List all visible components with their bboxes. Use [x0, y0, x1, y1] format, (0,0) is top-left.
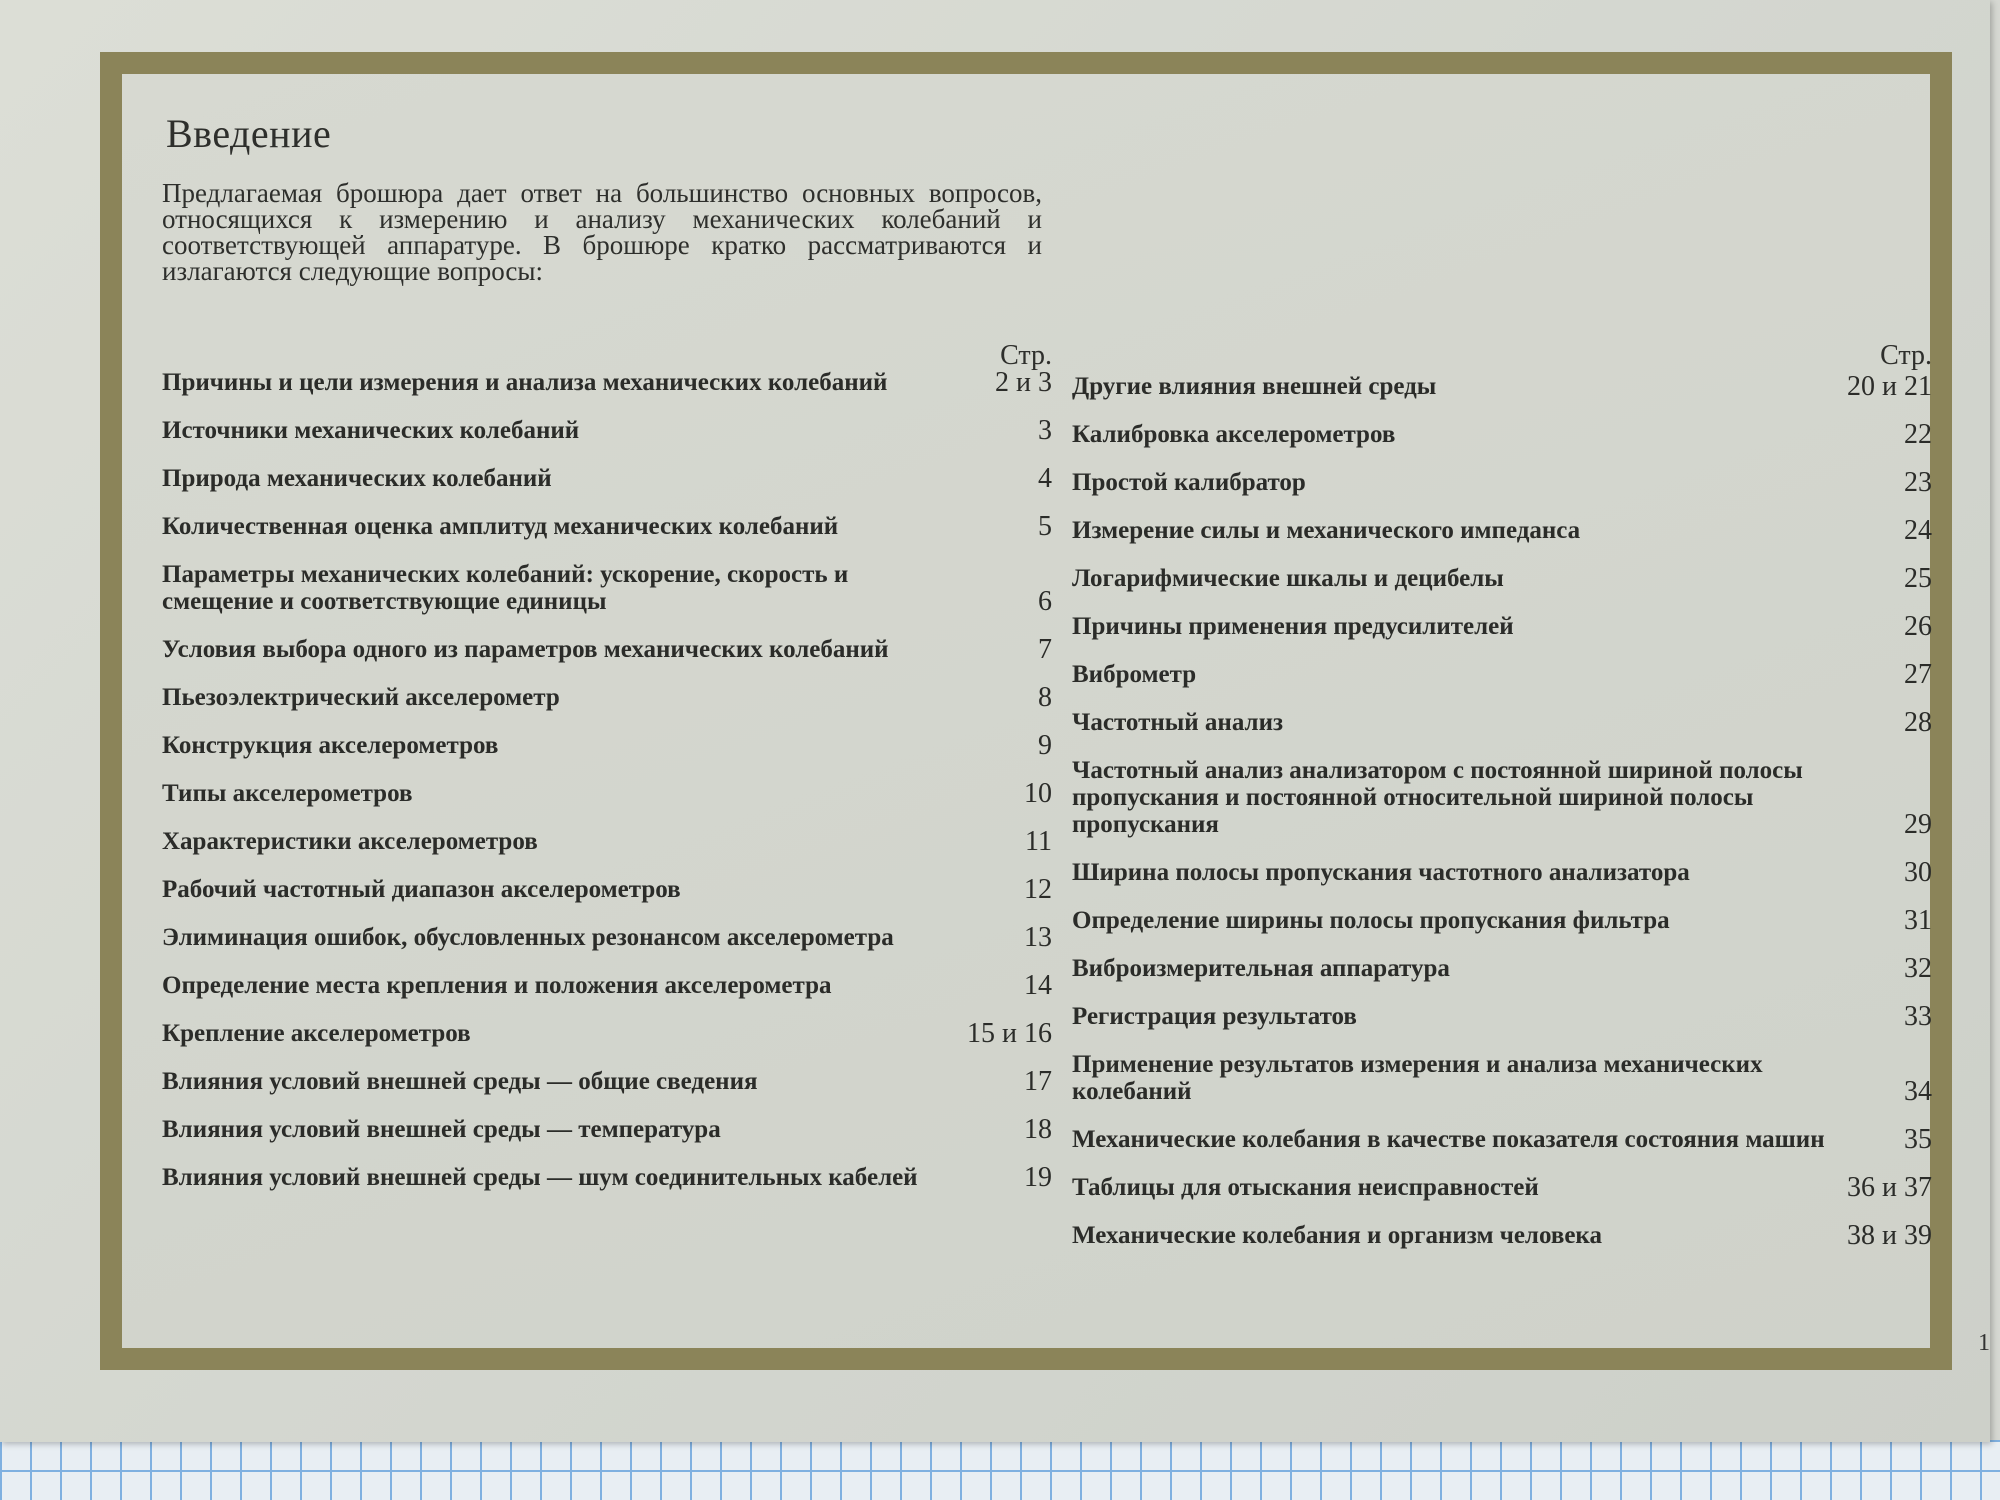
- toc-entry-title: Частотный анализ: [1072, 709, 1284, 736]
- toc-entry: [162, 876, 1052, 903]
- toc-entry-title: Регистрация результатов: [1072, 1003, 1357, 1030]
- toc-entry-title: Причины и цели измерения и анализа механических колебаний: [162, 369, 888, 396]
- toc-entry: [162, 636, 1052, 663]
- toc-entry-page: 26: [1904, 611, 1932, 642]
- toc-entry-title: Влияния условий внешней среды — шум соединительных кабелей: [162, 1164, 918, 1191]
- toc-entry-page: 14: [1024, 970, 1052, 1001]
- toc-entry-title: Причины применения предусилителей: [1072, 613, 1514, 640]
- page-column-header: Стр.: [1880, 340, 1932, 371]
- toc-entry: [1072, 517, 1932, 544]
- page-title: Введение: [166, 111, 332, 156]
- toc-entry-page: 24: [1904, 515, 1932, 546]
- toc-entry-page: 17: [1024, 1066, 1052, 1097]
- toc-entry-title: Применение результатов измерения и анализа механических колебаний: [1072, 1051, 1763, 1105]
- toc-entry-page: 36 и 37: [1847, 1172, 1932, 1203]
- toc-entry-page: 28: [1904, 707, 1932, 738]
- toc-entry-page: 10: [1024, 778, 1052, 809]
- toc-entry-title: Калибровка акселерометров: [1072, 421, 1396, 448]
- toc-entry-page: 3: [1038, 415, 1052, 446]
- toc-entry-title: Другие влияния внешней среды: [1072, 373, 1437, 400]
- toc-entry: [162, 828, 1052, 855]
- toc-entry: [162, 972, 1052, 999]
- toc-entry-page: 7: [1038, 634, 1052, 665]
- toc-entry: [1072, 469, 1932, 496]
- toc-entry-title: Логарифмические шкалы и децибелы: [1072, 565, 1504, 592]
- toc-entry: [162, 780, 1052, 807]
- toc-entry-title: Виброизмерительная аппаратура: [1072, 955, 1450, 982]
- toc-entry-title: Частотный анализ анализатором с постоянной шириной полосы пропускания и постоянной относительной шириной полосы пропускания: [1072, 757, 1803, 838]
- toc-entry-page: 8: [1038, 682, 1052, 713]
- toc-entry: [162, 924, 1052, 951]
- toc-entry-page: 31: [1904, 905, 1932, 936]
- toc-entry-title: Рабочий частотный диапазон акселерометров: [162, 876, 681, 903]
- toc-entry-page: 18: [1024, 1114, 1052, 1145]
- toc-entry-title: Определение места крепления и положения акселерометра: [162, 972, 832, 999]
- toc-entry: [1072, 757, 1932, 838]
- toc-entry: [162, 1116, 1052, 1143]
- toc-entry: [162, 1068, 1052, 1095]
- toc-entry-title: Характеристики акселерометров: [162, 828, 538, 855]
- toc-entry-title: Таблицы для отыскания неисправностей: [1072, 1174, 1539, 1201]
- toc-entry-page: 34: [1904, 1076, 1932, 1107]
- page-frame: [100, 52, 1952, 1370]
- toc-entry-page: 32: [1904, 953, 1932, 984]
- toc-left-column: [162, 339, 1052, 1212]
- toc-entry: [1072, 955, 1932, 982]
- toc-entry: [1072, 613, 1932, 640]
- toc-right-column: [1072, 339, 1932, 1270]
- toc-entry-title: Количественная оценка амплитуд механических колебаний: [162, 513, 839, 540]
- toc-right-list: [1072, 373, 1932, 1249]
- grid-paper-background: [0, 1440, 2000, 1500]
- toc-left-list: [162, 369, 1052, 1191]
- toc-entry-page: 20 и 21: [1847, 371, 1932, 402]
- toc-entry-page: 30: [1904, 857, 1932, 888]
- toc-entry-title: Определение ширины полосы пропускания фильтра: [1072, 907, 1670, 934]
- toc-entry-title: Конструкция акселерометров: [162, 732, 499, 759]
- toc-entry: [1072, 661, 1932, 688]
- toc-entry-title: Простой калибратор: [1072, 469, 1306, 496]
- toc-entry: [1072, 373, 1932, 400]
- toc-entry-page: 29: [1904, 809, 1932, 840]
- toc-entry: [162, 513, 1052, 540]
- toc-entry-page: 2 и 3: [995, 367, 1052, 398]
- toc-entry-page: 15 и 16: [967, 1018, 1052, 1049]
- toc-entry-page: 35: [1904, 1124, 1932, 1155]
- toc-entry: [162, 732, 1052, 759]
- toc-entry-title: Крепление акселерометров: [162, 1020, 471, 1047]
- toc-entry-page: 23: [1904, 467, 1932, 498]
- toc-entry-title: Параметры механических колебаний: ускорение, скорость и смещение и соответствующие единицы: [162, 561, 849, 615]
- toc-entry-page: 22: [1904, 419, 1932, 450]
- toc-entry: [1072, 1003, 1932, 1030]
- intro-paragraph: Предлагаемая брошюра дает ответ на большинство основных вопросов, относящихся к измерению и анализу механических колебаний и соответствующей аппаратуре. В брошюре кратко рассматриваются и излагаются следующие вопросы:: [162, 178, 1042, 286]
- toc-entry-title: Влияния условий внешней среды — температура: [162, 1116, 721, 1143]
- toc-entry-title: Механические колебания и организм человека: [1072, 1222, 1602, 1249]
- toc-entry: [1072, 565, 1932, 592]
- toc-entry-title: Пьезоэлектрический акселерометр: [162, 684, 560, 711]
- toc-entry: [162, 369, 1052, 396]
- toc-entry: [162, 684, 1052, 711]
- toc-entry-page: 27: [1904, 659, 1932, 690]
- toc-entry-page: 12: [1024, 874, 1052, 905]
- toc-entry-title: Влияния условий внешней среды — общие сведения: [162, 1068, 758, 1095]
- page-column-header: Стр.: [1000, 340, 1052, 371]
- toc-entry-page: 25: [1904, 563, 1932, 594]
- toc-entry-page: 6: [1038, 586, 1052, 617]
- toc-entry: [1072, 1222, 1932, 1249]
- toc-entry: [162, 465, 1052, 492]
- toc-entry-page: 4: [1038, 463, 1052, 494]
- toc-entry: [162, 1020, 1052, 1047]
- toc-entry-page: 19: [1024, 1162, 1052, 1193]
- toc-entry: [162, 1164, 1052, 1191]
- toc-entry-page: 38 и 39: [1847, 1220, 1932, 1251]
- toc-entry: [1072, 709, 1932, 736]
- toc-entry: [1072, 1126, 1932, 1153]
- toc-entry-title: Ширина полосы пропускания частотного анализатора: [1072, 859, 1690, 886]
- toc-entry-title: Типы акселерометров: [162, 780, 413, 807]
- toc-entry-title: Элиминация ошибок, обусловленных резонансом акселерометра: [162, 924, 894, 951]
- toc-entry-title: Природа механических колебаний: [162, 465, 552, 492]
- toc-entry: [1072, 1051, 1932, 1105]
- toc-entry-page: 13: [1024, 922, 1052, 953]
- toc-entry: [1072, 859, 1932, 886]
- toc-entry-title: Измерение силы и механического импеданса: [1072, 517, 1581, 544]
- toc-entry-title: Механические колебания в качестве показателя состояния машин: [1072, 1126, 1825, 1153]
- toc-entry-title: Виброметр: [1072, 661, 1197, 688]
- toc-entry: [162, 417, 1052, 444]
- page-number: 1: [1978, 1330, 1990, 1356]
- toc-entry-title: Источники механических колебаний: [162, 417, 580, 444]
- toc-entry-page: 33: [1904, 1001, 1932, 1032]
- toc-entry-title: Условия выбора одного из параметров механических колебаний: [162, 636, 889, 663]
- toc-entry-page: 5: [1038, 511, 1052, 542]
- toc-entry: [1072, 421, 1932, 448]
- toc-entry: [162, 561, 1052, 615]
- toc-entry-page: 9: [1038, 730, 1052, 761]
- toc-entry: [1072, 1174, 1932, 1201]
- toc-entry-page: 11: [1025, 826, 1052, 857]
- toc-entry: [1072, 907, 1932, 934]
